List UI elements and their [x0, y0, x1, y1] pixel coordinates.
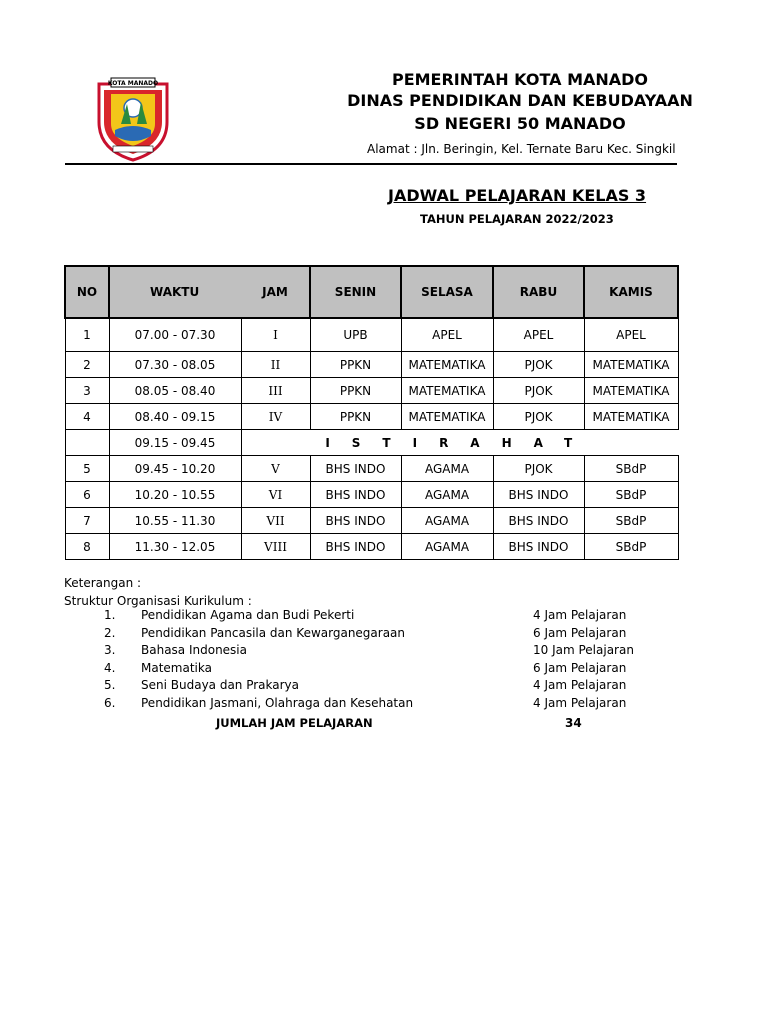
cell-senin: PPKN — [310, 378, 401, 404]
break-label: ISTIRAHAT — [241, 430, 678, 456]
list-item-number: 3. — [104, 643, 116, 657]
notes-subtitle: Struktur Organisasi Kurikulum : — [64, 593, 252, 608]
list-item-hours: 10 Jam Pelajaran — [533, 643, 634, 657]
cell-no: 8 — [65, 534, 109, 560]
cell-senin: UPB — [310, 318, 401, 352]
list-item-number: 1. — [104, 608, 116, 622]
list-item-subject: Pendidikan Jasmani, Olahraga dan Kesehatan — [141, 695, 414, 710]
list-item-hours: 4 Jam Pelajaran — [533, 678, 627, 692]
total-hours-value: 34 — [565, 716, 582, 730]
cell-kamis: MATEMATIKA — [584, 352, 678, 378]
cell-jam: II — [241, 352, 310, 378]
cell-jam: VII — [241, 508, 310, 534]
list-item-subject: Pendidikan Pancasila dan Kewarganegaraan — [141, 625, 406, 640]
cell-waktu: 08.40 - 09.15 — [109, 404, 241, 430]
cell-waktu: 11.30 - 12.05 — [109, 534, 241, 560]
list-item-number: 6. — [104, 695, 116, 710]
table-row — [65, 352, 678, 378]
cell-rabu: PJOK — [493, 352, 584, 378]
cell-no: 4 — [65, 404, 109, 430]
cell-selasa: AGAMA — [401, 508, 493, 534]
cell-no: 5 — [65, 456, 109, 482]
cell-kamis: SBdP — [584, 508, 678, 534]
col-header-no: NO — [65, 266, 109, 318]
list-item-hours: 4 Jam Pelajaran — [533, 608, 627, 622]
cell-selasa: MATEMATIKA — [401, 352, 493, 378]
header-government: PEMERINTAH KOTA MANADO — [391, 70, 649, 89]
svg-text:KOTA MANADO: KOTA MANADO — [107, 80, 159, 87]
cell-rabu: BHS INDO — [493, 508, 584, 534]
cell-kamis: SBdP — [584, 534, 678, 560]
notes-title: Keterangan : — [64, 576, 142, 590]
table-row — [65, 534, 678, 560]
cell-waktu: 08.05 - 08.40 — [109, 378, 241, 404]
break-time: 09.15 - 09.45 — [109, 430, 241, 456]
cell-jam: IV — [241, 404, 310, 430]
col-header-rabu: RABU — [493, 266, 584, 318]
cell-kamis: APEL — [584, 318, 678, 352]
cell-no: 1 — [65, 318, 109, 352]
cell-kamis: SBdP — [584, 482, 678, 508]
cell-jam: VI — [241, 482, 310, 508]
cell-selasa: MATEMATIKA — [401, 378, 493, 404]
cell-no: 2 — [65, 352, 109, 378]
header-school-name: SD NEGERI 50 MANADO — [414, 114, 626, 133]
list-item-number: 5. — [104, 678, 116, 692]
cell-selasa: MATEMATIKA — [401, 404, 493, 430]
city-emblem-logo — [93, 76, 173, 162]
header-department: DINAS PENDIDIKAN DAN KEBUDAYAAN — [347, 91, 693, 110]
break-row — [65, 430, 678, 456]
table-row — [65, 378, 678, 404]
cell-selasa: AGAMA — [401, 482, 493, 508]
header-divider — [65, 163, 677, 165]
cell-kamis: MATEMATIKA — [584, 378, 678, 404]
list-item-number: 2. — [104, 625, 116, 640]
cell-senin: BHS INDO — [310, 456, 401, 482]
cell-senin: PPKN — [310, 404, 401, 430]
cell-waktu: 07.00 - 07.30 — [109, 318, 241, 352]
cell-no: 7 — [65, 508, 109, 534]
table-row — [65, 508, 678, 534]
cell-senin: PPKN — [310, 352, 401, 378]
cell-jam: III — [241, 378, 310, 404]
cell-waktu: 10.55 - 11.30 — [109, 508, 241, 534]
table-header-row — [65, 266, 678, 318]
cell-waktu: 10.20 - 10.55 — [109, 482, 241, 508]
col-header-jam: JAM — [241, 266, 310, 318]
list-item-hours: 6 Jam Pelajaran — [533, 660, 627, 675]
cell-selasa: AGAMA — [401, 456, 493, 482]
list-item-hours: 4 Jam Pelajaran — [533, 695, 627, 710]
cell-rabu: BHS INDO — [493, 482, 584, 508]
cell-kamis: MATEMATIKA — [584, 404, 678, 430]
cell-selasa: AGAMA — [401, 534, 493, 560]
list-item-subject: Seni Budaya dan Prakarya — [141, 678, 300, 692]
notes-section — [64, 575, 252, 610]
cell-senin: BHS INDO — [310, 508, 401, 534]
cell-jam: I — [241, 318, 310, 352]
cell-jam: V — [241, 456, 310, 482]
col-header-selasa: SELASA — [401, 266, 493, 318]
table-row — [65, 482, 678, 508]
list-item-subject: Bahasa Indonesia — [141, 643, 247, 657]
cell-rabu: BHS INDO — [493, 534, 584, 560]
cell-rabu: PJOK — [493, 456, 584, 482]
total-hours-label: JUMLAH JAM PELAJARAN — [216, 716, 373, 730]
cell-rabu: PJOK — [493, 378, 584, 404]
table-row — [65, 456, 678, 482]
header-address: Alamat : Jln. Beringin, Kel. Ternate Baru Kec. Singkil — [367, 142, 676, 156]
list-item-number: 4. — [104, 660, 116, 675]
cell-no-empty — [65, 430, 109, 456]
col-header-senin: SENIN — [310, 266, 401, 318]
list-item-subject: Matematika — [141, 660, 212, 675]
cell-jam: VIII — [241, 534, 310, 560]
cell-no: 6 — [65, 482, 109, 508]
document-title: JADWAL PELAJARAN KELAS 3 — [388, 186, 647, 205]
cell-rabu: APEL — [493, 318, 584, 352]
cell-no: 3 — [65, 378, 109, 404]
table-row — [65, 318, 678, 352]
cell-waktu: 07.30 - 08.05 — [109, 352, 241, 378]
cell-senin: BHS INDO — [310, 482, 401, 508]
cell-selasa: APEL — [401, 318, 493, 352]
schedule-table — [64, 265, 679, 560]
cell-kamis: SBdP — [584, 456, 678, 482]
document-subtitle: TAHUN PELAJARAN 2022/2023 — [420, 212, 614, 226]
cell-senin: BHS INDO — [310, 534, 401, 560]
list-item-subject: Pendidikan Agama dan Budi Pekerti — [141, 608, 355, 622]
col-header-kamis: KAMIS — [584, 266, 678, 318]
table-row — [65, 404, 678, 430]
col-header-waktu: WAKTU — [109, 266, 241, 318]
cell-waktu: 09.45 - 10.20 — [109, 456, 241, 482]
list-item-hours: 6 Jam Pelajaran — [533, 625, 627, 640]
cell-rabu: PJOK — [493, 404, 584, 430]
